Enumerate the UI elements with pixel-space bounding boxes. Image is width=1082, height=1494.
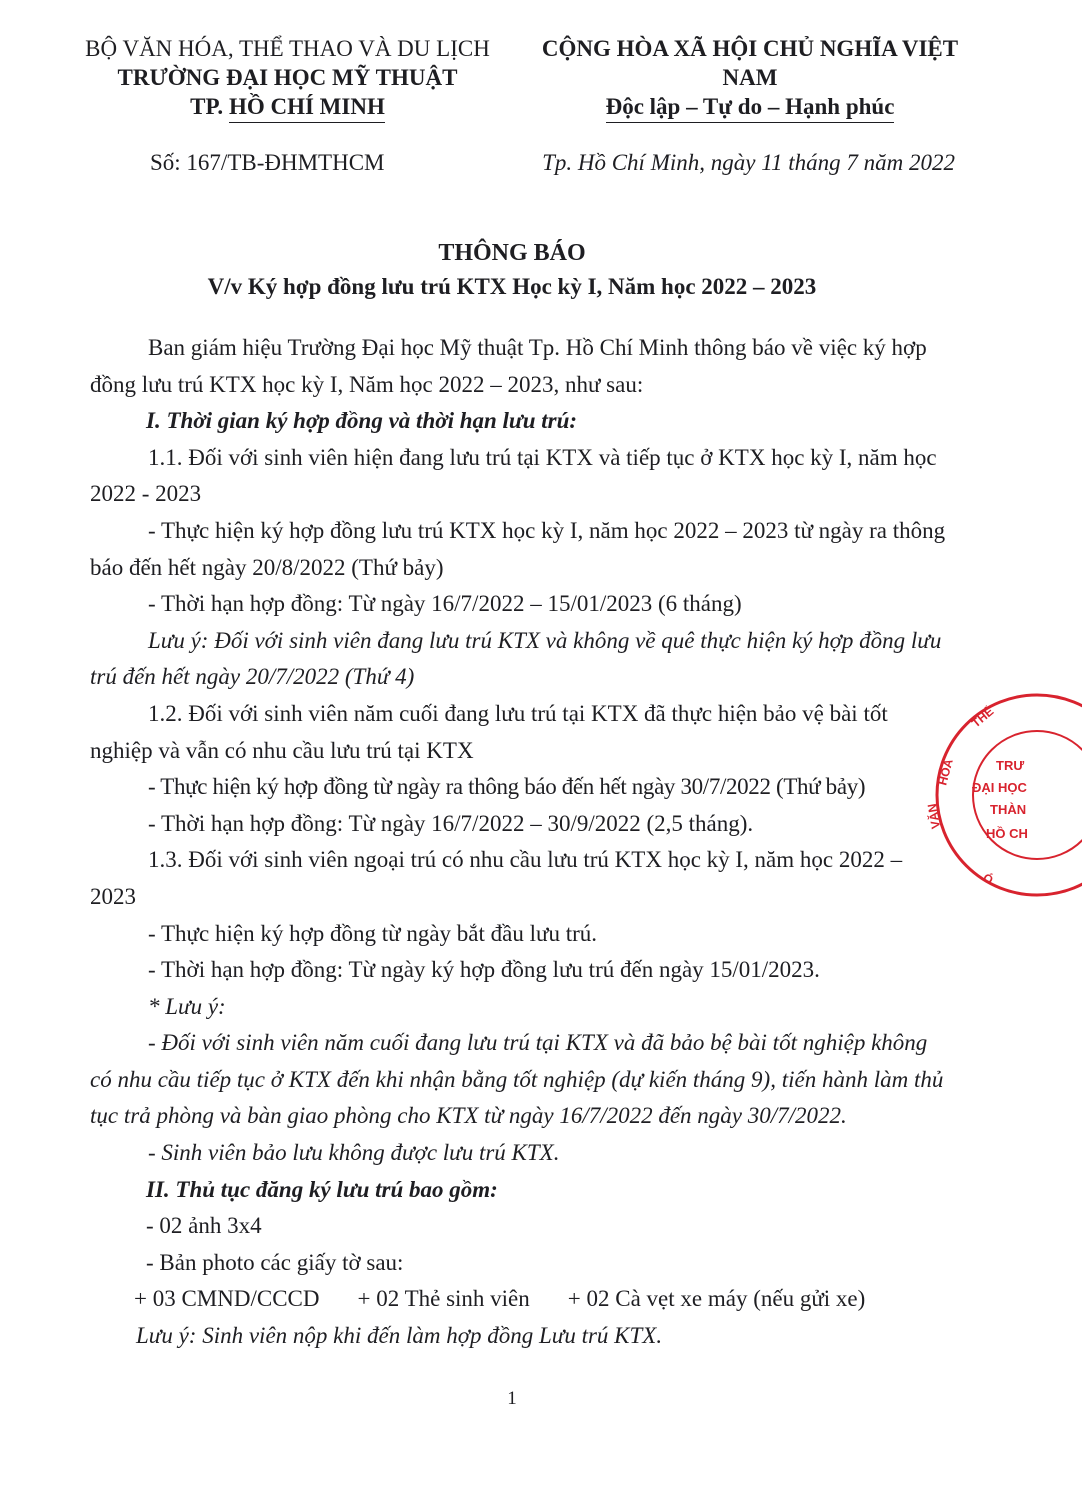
agency-header <box>60 34 515 123</box>
section-1-1-note: Lưu ý: Đối với sinh viên đang lưu trú KTX và không về quê thực hiện ký hợp đồng lưu trú đến hết ngày 20/7/2022 (Thứ 4) <box>90 627 942 690</box>
copies-list-item: + 02 Thẻ sinh viên <box>357 1286 530 1312</box>
school-name: TRƯỜNG ĐẠI HỌC MỸ THUẬT <box>117 65 458 90</box>
document-number: Số: 167/TB-ĐHMTHCM <box>150 150 385 175</box>
red-seal-stamp <box>924 690 1082 900</box>
national-motto: Độc lập – Tự do – Hạnh phúc <box>606 92 895 123</box>
republic-name: CỘNG HÒA XÃ HỘI CHỦ NGHĨA VIỆT NAM <box>541 36 959 90</box>
document-subject: V/v Ký hợp đồng lưu trú KTX Học kỳ I, Năm học 2022 – 2023 <box>207 274 817 299</box>
intro-paragraph: Ban giám hiệu Trường Đại học Mỹ thuật Tp. Hồ Chí Minh thông báo về việc ký hợp đồng lưu trú KTX học kỳ I, Năm học 2022 – 2023, như sau: <box>90 335 927 397</box>
section-1-2-item-a: - Thực hiện ký hợp đồng từ ngày ra thông báo đến hết ngày 30/7/2022 (Thứ bảy) <box>148 774 866 800</box>
stamp-ring-text: HÓA <box>935 757 956 787</box>
section-2-item-photo: - 02 ảnh 3x4 <box>146 1213 262 1239</box>
national-header <box>515 34 985 123</box>
document-date: Tp. Hồ Chí Minh, ngày 11 tháng 7 năm 2022 <box>542 150 955 175</box>
city-prefix: TP. <box>190 94 229 119</box>
section-1-2-item-b: - Thời hạn hợp đồng: Từ ngày 16/7/2022 – 30/9/2022 (2,5 tháng). <box>148 810 754 836</box>
copies-list-item: + 02 Cà vẹt xe máy (nếu gửi xe) <box>567 1286 866 1312</box>
stamp-ring-text: THỂ <box>968 704 997 731</box>
section-1-2: 1.2. Đối với sinh viên năm cuối đang lưu trú tại KTX đã thực hiện bảo vệ bài tốt nghiệp và vẫn có nhu cầu lưu trú tại KTX <box>90 700 888 763</box>
copies-list-item: + 03 CMND/CCCD <box>134 1286 320 1312</box>
city-name: HỒ CHÍ MINH <box>229 92 385 123</box>
document-title: THÔNG BÁO <box>438 240 586 266</box>
stamp-center-line: HỒ CH <box>986 826 1028 841</box>
stamp-center-line: THÀN <box>990 802 1027 817</box>
stamp-outer-ring <box>937 695 1082 895</box>
section-1-3-item-b: - Thời hạn hợp đồng: Từ ngày ký hợp đồng lưu trú đến ngày 15/01/2023. <box>148 957 820 983</box>
document-body <box>90 330 948 1355</box>
section-2-item-copies: - Bản photo các giấy tờ sau: <box>146 1249 404 1275</box>
note-item-1: - Đối với sinh viên năm cuối đang lưu trú tại KTX và đã bảo bệ bài tốt nghiệp không có nhu cầu tiếp tục ở KTX đến khi nhận bằng tốt nghiệp (dự kiến tháng 9), tiến hành làm thủ tục trả phòng và bàn giao phòng cho KTX từ ngày 16/7/2022 đến ngày 30/7/2022. <box>90 1030 944 1129</box>
stamp-center-line: ĐẠI HỌC <box>972 780 1027 795</box>
section-1-heading: I. Thời gian ký hợp đồng và thời hạn lưu trú: <box>146 408 578 434</box>
section-1-1-item-a: - Thực hiện ký hợp đồng lưu trú KTX học kỳ I, năm học 2022 – 2023 từ ngày ra thông báo đến hết ngày 20/8/2022 (Thứ bảy) <box>90 517 946 580</box>
note-item-2: - Sinh viên bảo lưu không được lưu trú KTX. <box>148 1140 560 1166</box>
stamp-ring-text: VĂN <box>924 802 943 830</box>
ministry-name: BỘ VĂN HÓA, THỂ THAO VÀ DU LỊCH <box>85 36 490 61</box>
section-1-3: 1.3. Đối với sinh viên ngoại trú có nhu cầu lưu trú KTX học kỳ I, năm học 2022 – 2023 <box>90 847 903 909</box>
section-1-3-item-a: - Thực hiện ký hợp đồng từ ngày bắt đầu lưu trú. <box>148 920 598 946</box>
note-heading: * Lưu ý: <box>148 993 226 1019</box>
stamp-center-line: TRƯ <box>996 758 1025 773</box>
stamp-ring-text: Ó <box>980 870 996 888</box>
copies-list <box>90 1281 948 1318</box>
section-1-1: 1.1. Đối với sinh viên hiện đang lưu trú tại KTX và tiếp tục ở KTX học kỳ I, năm học 2022 - 2023 <box>90 444 937 507</box>
page-number: 1 <box>507 1388 517 1409</box>
school-city <box>60 92 515 123</box>
section-1-1-item-b: - Thời hạn hợp đồng: Từ ngày 16/7/2022 – 15/01/2023 (6 tháng) <box>148 591 742 617</box>
section-2-note: Lưu ý: Sinh viên nộp khi đến làm hợp đồng Lưu trú KTX. <box>136 1323 663 1349</box>
section-2-heading: II. Thủ tục đăng ký lưu trú bao gồm: <box>146 1176 498 1202</box>
